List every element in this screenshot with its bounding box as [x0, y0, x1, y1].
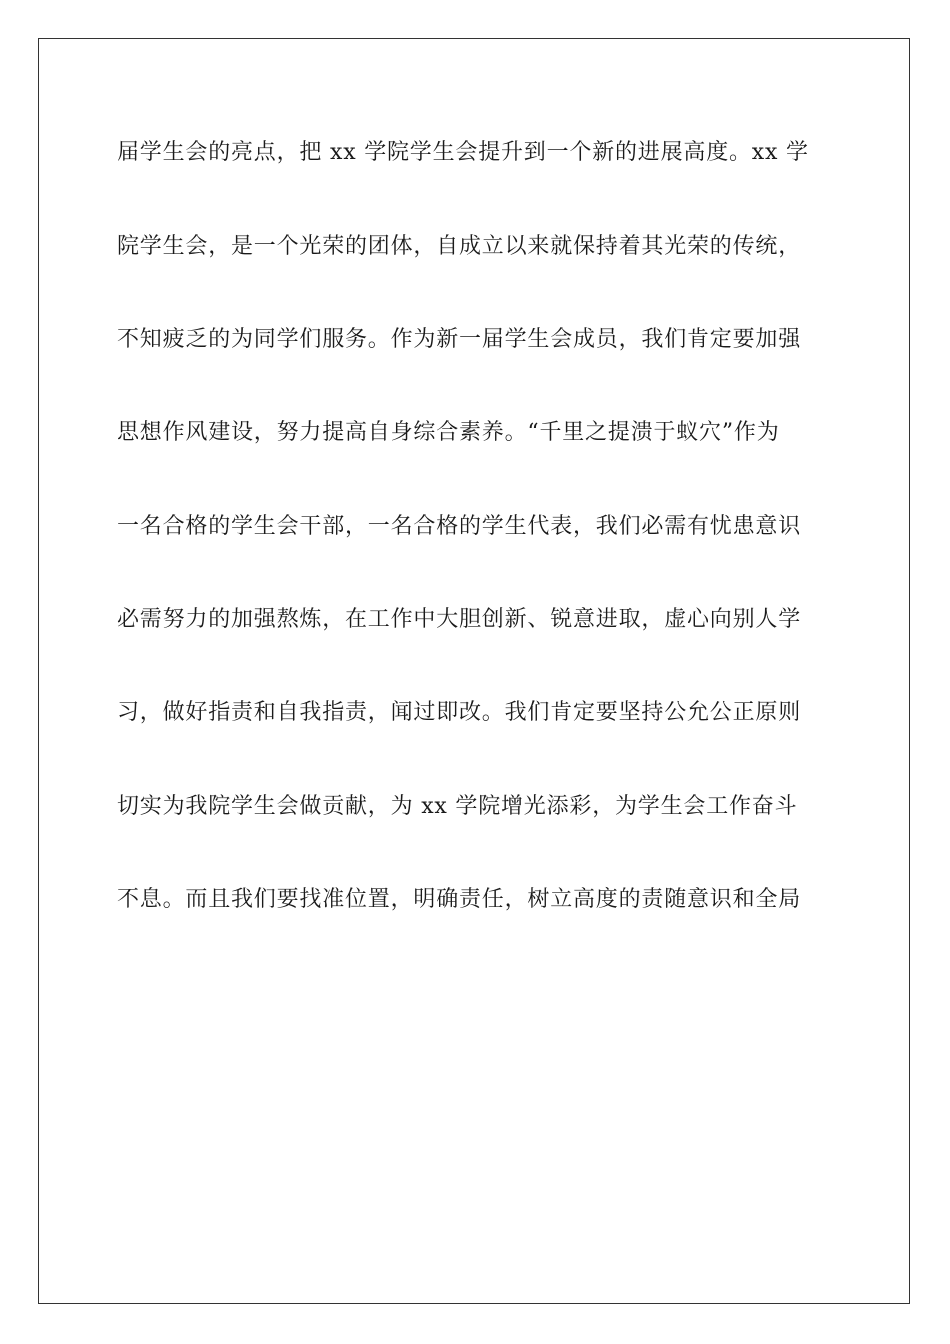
paragraph-line: 一名合格的学生会干部，一名合格的学生代表，我们必需有忧患意识 — [117, 514, 802, 539]
paragraph-line: 不知疲乏的为同学们服务。作为新一届学生会成员，我们肯定要加强 — [117, 327, 802, 352]
paragraph-line: 必需努力的加强熬炼，在工作中大胆创新、锐意进取，虚心向别人学 — [117, 607, 802, 632]
paragraph-line: 习，做好指责和自我指责，闻过即改。我们肯定要坚持公允公正原则 — [117, 700, 802, 725]
paragraph-line: 不息。而且我们要找准位置，明确责任，树立高度的责随意识和全局 — [117, 887, 802, 912]
paragraph-line: 切实为我院学生会做贡献，为 xx 学院增光添彩，为学生会工作奋斗 — [117, 794, 798, 819]
page-border — [38, 38, 910, 1304]
paragraph-line: 届学生会的亮点，把 xx 学院学生会提升到一个新的进展高度。xx 学 — [117, 140, 809, 165]
paragraph-line: 思想作风建设，努力提高自身综合素养。“千里之提溃于蚁穴”作为 — [117, 420, 780, 445]
paragraph-line: 院学生会，是一个光荣的团体，自成立以来就保持着其光荣的传统， — [117, 234, 802, 259]
